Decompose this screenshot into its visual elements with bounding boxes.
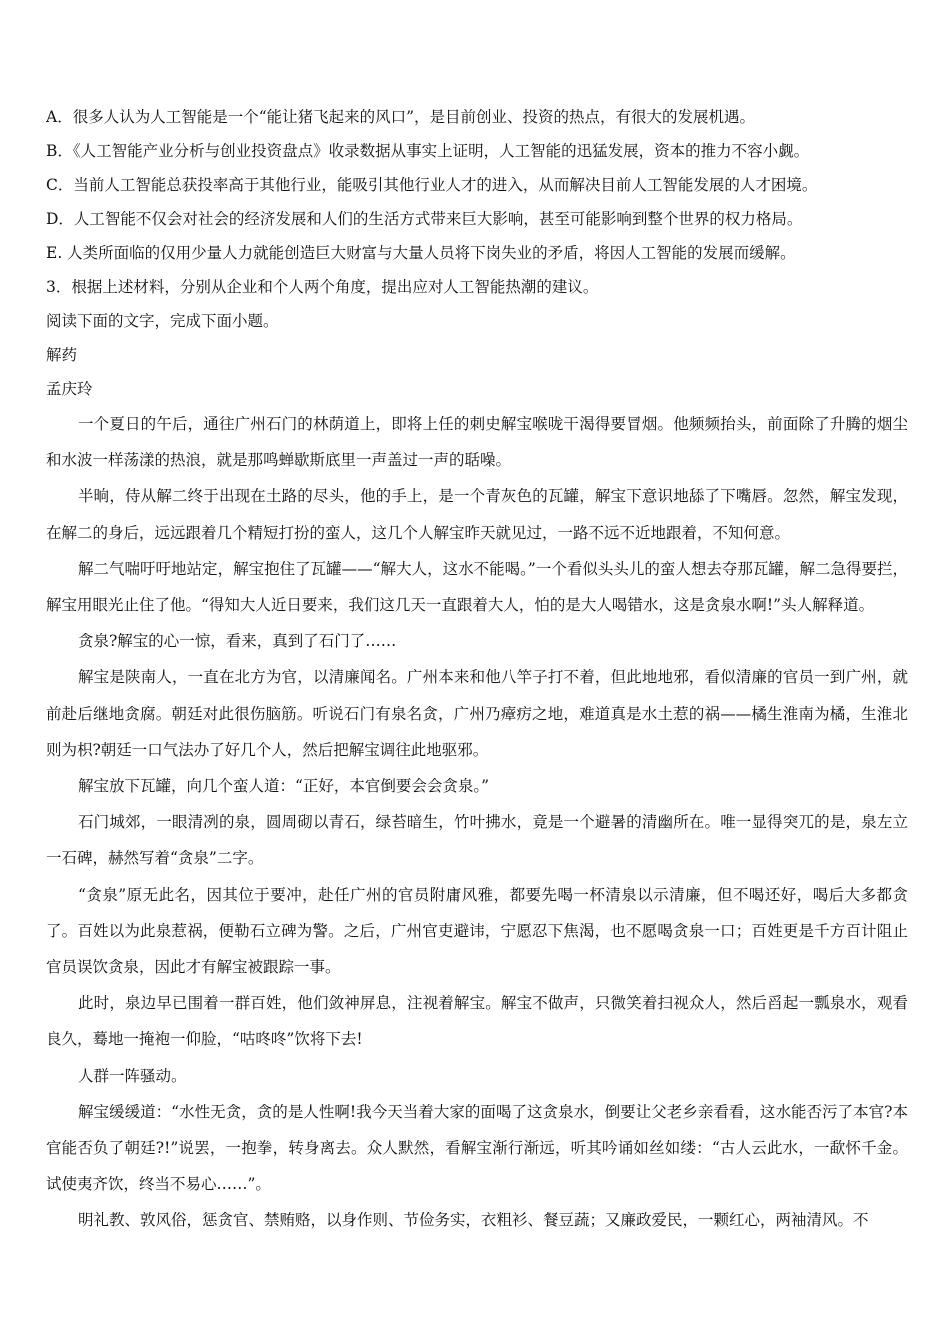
question-3: 3．根据上述材料，分别从企业和个人两个角度，提出应对人工智能热潮的建议。 [46,278,599,296]
paragraph-4: 贪泉?解宝的心一惊，看来，真到了石门了…… [78,632,397,651]
story-author: 孟庆玲 [46,380,93,398]
paragraph-1: 一个夏日的午后，通往广州石门的林荫道上，即将上任的刺史解宝喉咙干渴得要冒烟。他频频抬头，前面除了升腾的烟尘和水波一样荡漾的热浪，就是那鸣蝉歇斯底里一声盖过一声的聒噪。 [46,415,908,470]
paragraph-11: 解宝缓缓道：“水性无贪，贪的是人性啊!我今天当着大家的面喝了这贪泉水，倒要让父老乡亲看看，这水能否污了本官?本官能否负了朝廷?!”说罢，一抱拳，转身离去。众人默然，看解宝渐行渐远，听其吟诵如丝如缕：“古人云此水，一歃怀千金。试使夷齐饮，终当不易心……”。 [46,1102,908,1194]
option-c: C．当前人工智能总获投率高于其他行业，能吸引其他行业人才的进入，从而解决目前人工智能发展的人才困境。 [46,176,818,194]
option-e: E. 人类所面临的仅用少量人力就能创造巨大财富与大量人员将下岗失业的矛盾，将因人工智能的发展而缓解。 [46,244,796,262]
option-b: B．《人工智能产业分析与创业投资盘点》收录数据从事实上证明，人工智能的迅猛发展，资本的推力不容小觑。 [46,142,810,160]
paragraph-10: 人群一阵骚动。 [78,1066,187,1085]
paragraph-9: 此时，泉边早已围着一群百姓，他们敛神屏息，注视着解宝。解宝不做声，只微笑着扫视众人，然后舀起一瓢泉水，观看良久，蓦地一掩袍一仰脸，“咕咚咚”饮将下去! [46,994,908,1049]
paragraph-8: “贪泉”原无此名，因其位于要冲，赴任广州的官员附庸风雅，都要先喝一杯清泉以示清廉，但不喝还好，喝后大多都贪了。百姓以为此泉惹祸，便勒石立碑为警。之后，广州官吏避讳，宁愿忍下焦渴，也不愿喝贪泉一口；百姓更是千方百计阻止官员误饮贪泉，因此才有解宝被跟踪一事。 [46,885,908,977]
paragraph-12: 明礼教、敦风俗，惩贪官、禁贿赂，以身作则、节俭务实，衣粗衫、餐豆蔬；又廉政爱民，一颗红心，两袖清风。不 [78,1211,869,1230]
option-a: A．很多人认为人工智能是一个“能让猪飞起来的风口”，是目前创业、投资的热点，有很大的发展机遇。 [46,108,756,126]
story-body [46,406,908,1239]
reading-instruction: 阅读下面的文字，完成下面小题。 [46,312,279,330]
story-title: 解药 [46,346,78,364]
paragraph-2: 半晌，侍从解二终于出现在土路的尽头，他的手上，是一个青灰色的瓦罐，解宝下意识地舔了下嘴唇。忽然，解宝发现，在解二的身后，远远跟着几个精短打扮的蛮人，这几个人解宝昨天就见过，一路不远不近地跟着，不知何意。 [46,487,908,542]
paragraph-3: 解二气喘吁吁地站定，解宝抱住了瓦罐——“解大人，这水不能喝。”一个看似头头儿的蛮人想去夺那瓦罐，解二急得要拦，解宝用眼光止住了他。“得知大人近日要来，我们这几天一直跟着大人，怕的是大人喝错水，这是贪泉水啊!”头人解释道。 [46,559,908,615]
paragraph-6: 解宝放下瓦罐，向几个蛮人道：“正好，本官倒要会会贪泉。” [78,777,490,796]
document-page [46,100,908,1239]
option-d: D．人工智能不仅会对社会的经济发展和人们的生活方式带来巨大影响，甚至可能影响到整个世界的权力格局。 [46,210,803,228]
paragraph-5: 解宝是陕南人，一直在北方为官，以清廉闻名。广州本来和他八竿子打不着，但此地地邪，看似清廉的官员一到广州，就前赴后继地贪腐。朝廷对此很伤脑筋。听说石门有泉名贪，广州乃瘴疠之地，难道真是水土惹的祸——橘生淮南为橘，生淮北则为枳?朝廷一口气法办了好几个人，然后把解宝调往此地驱邪。 [46,668,908,759]
paragraph-7: 石门城郊，一眼清冽的泉，圆周砌以青石，绿苔暗生，竹叶拂水，竟是一个避暑的清幽所在。唯一显得突兀的是，泉左立一石碑，赫然写着“贪泉”二字。 [46,813,908,868]
